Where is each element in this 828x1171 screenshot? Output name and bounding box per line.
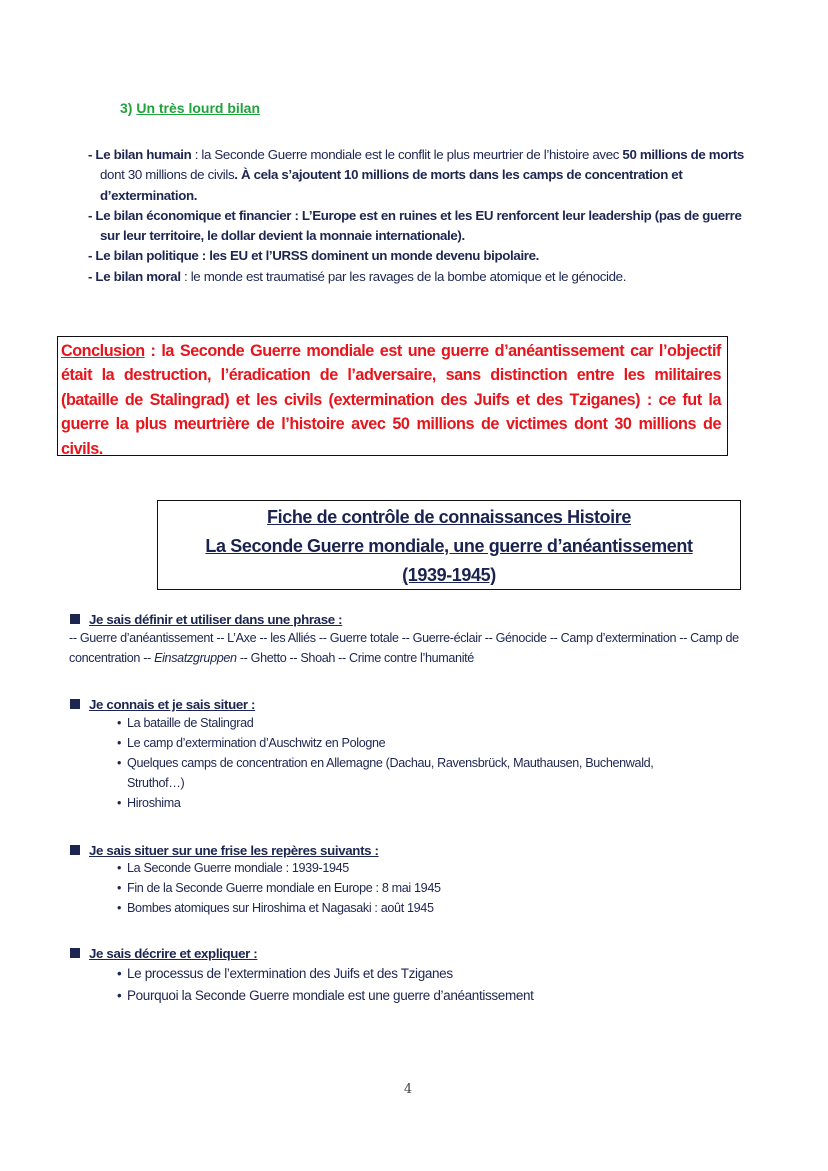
definir-section	[70, 612, 750, 668]
definir-terms	[69, 628, 750, 668]
square-bullet-icon	[70, 845, 80, 855]
label: - Le bilan humain	[88, 147, 192, 162]
list-item: • La Seconde Guerre mondiale : 1939-1945	[117, 858, 690, 878]
frise-heading	[70, 843, 690, 858]
situer-section	[70, 697, 690, 813]
situer-heading	[70, 697, 690, 712]
conclusion-text: : la Seconde Guerre mondiale est une guerre d’anéantissement car l’objectif était la destruction, l’éradication de l’adversaire, sans distinction entre les militaires (bataille de Stalingrad) et les civils (extermination des Juifs et des Tziganes) : ce fut la guerre la plus meurtrière de l’histoire avec 50 millions de victimes dont 30 millions de civils.	[61, 342, 721, 458]
heading-text: Je sais situer sur une frise les repères suivants :	[89, 843, 379, 858]
definir-heading	[70, 612, 750, 627]
square-bullet-icon	[70, 614, 80, 624]
bilan-humain	[88, 145, 748, 206]
list-item: • Quelques camps de concentration en Allemagne (Dachau, Ravensbrück, Mauthausen, Buchenwald, Struthof…)	[117, 753, 690, 793]
label: - Le bilan économique et financier : L’Europe est en ruines et les EU renforcent leur leadership (pas de guerre sur leur territoire, le dollar devient la monnaie internationale).	[88, 207, 742, 244]
text: -- Ghetto -- Shoah -- Crime contre l’humanité	[236, 651, 474, 665]
bilan-moral	[88, 267, 748, 287]
heading-text: Je sais décrire et expliquer :	[89, 946, 258, 961]
list-item: • Le camp d’extermination d’Auschwitz en Pologne	[117, 733, 690, 753]
heading-text: Je sais définir et utiliser dans une phrase :	[89, 612, 343, 627]
list-item: • Le processus de l’extermination des Juifs et des Tziganes	[117, 963, 710, 985]
conclusion-box	[57, 336, 728, 456]
bilan-economique	[88, 206, 748, 247]
list-item: • Pourquoi la Seconde Guerre mondiale est une guerre d’anéantissement	[117, 985, 710, 1007]
text-bold: 50 millions de morts	[622, 147, 744, 162]
decrire-heading	[70, 946, 710, 961]
fiche-title-line: Fiche de contrôle de connaissances Histoire	[267, 507, 631, 527]
text: : la Seconde Guerre mondiale est le conflit le plus meurtrier de l’histoire avec	[191, 147, 623, 162]
square-bullet-icon	[70, 699, 80, 709]
text-bold: . À cela s’ajoutent 10 millions de morts dans les camps de concentration et d’extermination.	[100, 167, 683, 203]
decrire-list	[117, 963, 710, 1007]
square-bullet-icon	[70, 948, 80, 958]
list-item: • La bataille de Stalingrad	[117, 713, 690, 733]
list-item: • Hiroshima	[117, 793, 690, 813]
situer-list	[117, 713, 690, 813]
page-number: 4	[403, 1082, 413, 1097]
fiche-title-box	[157, 500, 741, 590]
list-item: • Fin de la Seconde Guerre mondiale en Europe : 8 mai 1945	[117, 878, 690, 898]
text-italic: Einsatzgruppen	[154, 651, 237, 665]
label: - Le bilan moral	[88, 268, 181, 284]
label: - Le bilan politique : les EU et l’URSS dominent un monde devenu bipolaire.	[88, 248, 540, 264]
heading-text: Je connais et je sais situer :	[89, 697, 256, 712]
text: dont 30 millions de civils	[100, 167, 235, 183]
section-heading	[120, 100, 260, 116]
bilan-politique	[88, 246, 748, 266]
section-number: 3)	[120, 100, 133, 116]
fiche-title-line: La Seconde Guerre mondiale, une guerre d’anéantissement	[205, 536, 693, 556]
frise-section	[70, 843, 690, 918]
frise-list	[117, 858, 690, 918]
list-item: • Bombes atomiques sur Hiroshima et Nagasaki : août 1945	[117, 898, 690, 918]
fiche-title-line: (1939-1945)	[402, 565, 496, 585]
conclusion-label: Conclusion	[61, 342, 145, 360]
bilan-list	[88, 145, 748, 287]
decrire-section	[70, 946, 710, 1007]
text: : le monde est traumatisé par les ravages de la bombe atomique et le génocide.	[180, 268, 627, 284]
text: -- Guerre d’anéantissement -- L’Axe -- les Alliés -- Guerre totale -- Guerre-éclair -- Génocide -- Camp d’extermination -- Camp de concentration --	[69, 631, 739, 665]
section-title: Un très lourd bilan	[136, 100, 261, 116]
